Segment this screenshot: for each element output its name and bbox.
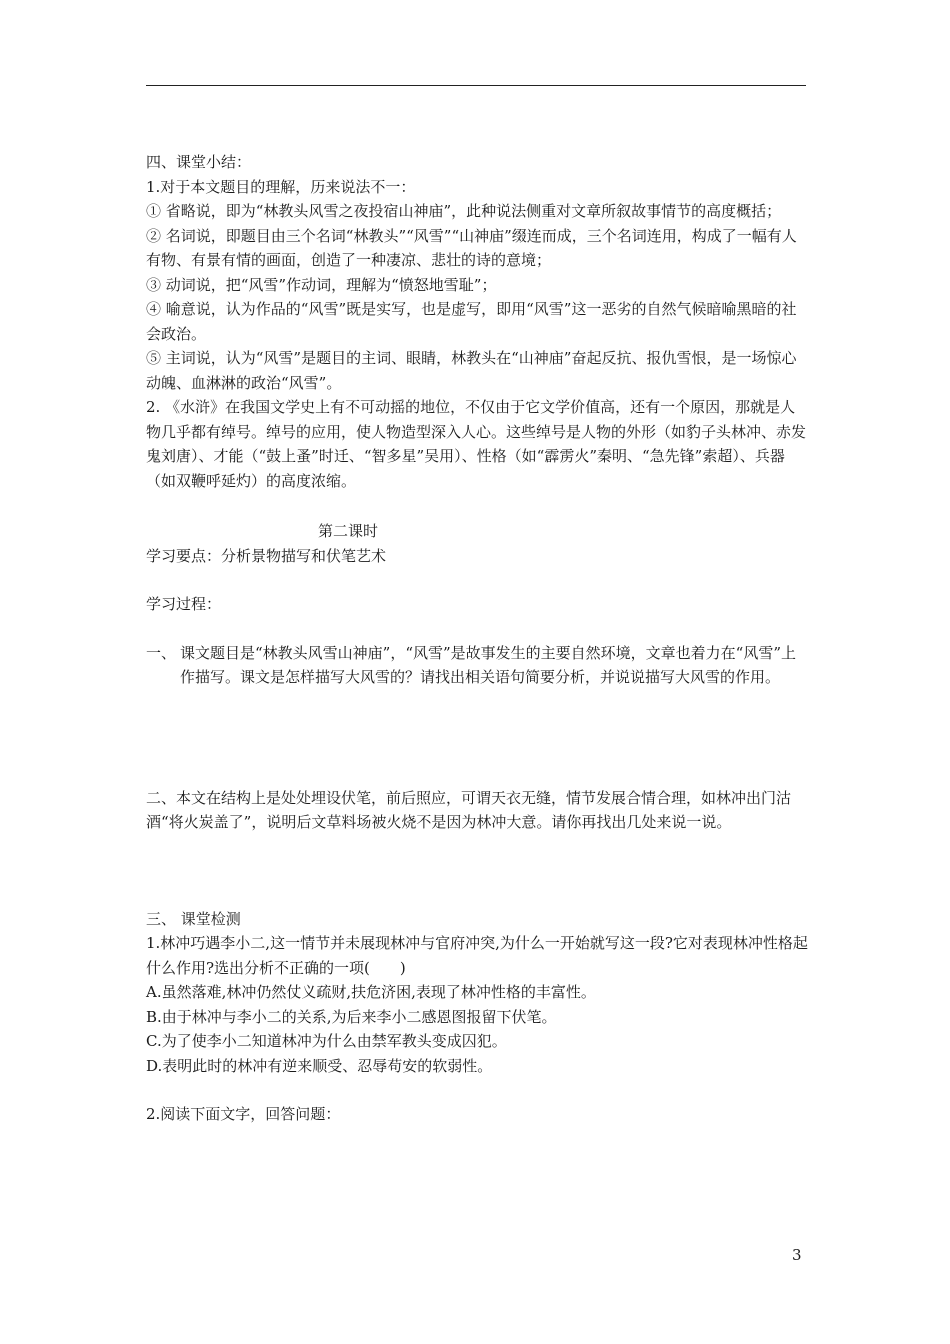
item-2-paragraph: 2. 《水浒》在我国文学史上有不可动摇的地位，不仅由于它文学价值高，还有一个原因，那就是人物几乎都有绰号。绰号的应用，使人物造型深入人心。这些绰号是人物的外形（如豹子头林冲、赤发鬼刘唐）、才能（“鼓上蚤”时迁、“智多星”吴用）、性格（如“霹雳火”秦明、“急先锋”索超）、兵器（如双鞭呼延灼）的高度浓缩。: [146, 398, 807, 490]
lesson-title: 第二课时: [318, 522, 379, 540]
point-3: ③ 动词说，把“风雪”作动词，理解为“愤怒地雪耻”；: [146, 275, 497, 294]
section-heading: 四、课堂小结：: [146, 153, 252, 171]
page-content: [146, 150, 810, 1127]
check-question-1: 1.林冲巧遇李小二,这一情节并未展现林冲与官府冲突,为什么一开始就写这一段?它对表现林冲性格起什么作用?选出分析不正确的一项( ): [146, 934, 808, 977]
option-d: D.表明此时的林冲有逆来顺受、忍辱苟安的软弱性。: [146, 1056, 493, 1075]
point-1: ① 省略说，即为“林教头风雪之夜投宿山神庙”，此种说法侧重对文章所叙故事情节的高度概括；: [146, 202, 782, 220]
question-1: [146, 641, 810, 690]
point-4: ④ 喻意说，认为作品的“风雪”既是实写，也是虚写，即用“风雪”这一恶劣的自然气候暗喻黑暗的社会政治。: [146, 300, 797, 343]
question-1-text: 课文题目是“林教头风雪山神庙”，“风雪”是故事发生的主要自然环境，文章也着力在“风雪”上作描写。课文是怎样描写大风雪的？请找出相关语句简要分析，并说说描写大风雪的作用。: [180, 643, 797, 686]
point-2: ② 名词说，即题目由三个名词“林教头”“风雪”“山神庙”缀连而成，三个名词连用，构成了一幅有人有物、有景有情的画面，创造了一种凄凉、悲壮的诗的意境；: [146, 226, 797, 269]
question-2: 二、本文在结构上是处处埋设伏笔，前后照应，可谓天衣无缝，情节发展合情合理，如林冲出门沽酒“将火炭盖了”，说明后文草料场被火烧不是因为林冲大意。请你再找出几处来说一说。: [146, 788, 792, 831]
item-intro: 1.对于本文题目的理解，历来说法不一：: [146, 177, 416, 196]
point-5: ⑤ 主词说，认为“风雪”是题目的主词、眼睛，林教头在“山神庙”奋起反抗、报仇雪恨，是一场惊心动魄、血淋淋的政治“风雪”。: [146, 349, 797, 392]
process-label: 学习过程：: [146, 595, 222, 613]
question-1-number: 一、: [146, 643, 177, 662]
key-points: 学习要点：分析景物描写和伏笔艺术: [146, 546, 387, 565]
option-a: A.虽然落难,林冲仍然仗义疏财,扶危济困,表现了林冲性格的丰富性。: [146, 983, 596, 1001]
check-question-2: 2.阅读下面文字，回答问题：: [146, 1105, 341, 1123]
check-heading: 三、 课堂检测: [146, 909, 241, 928]
header-rule: [146, 85, 806, 86]
option-c: C.为了使李小二知道林冲为什么由禁军教头变成囚犯。: [146, 1032, 507, 1050]
page-number: 3: [792, 1246, 802, 1264]
option-b: B.由于林冲与李小二的关系,为后来李小二感恩图报留下伏笔。: [146, 1007, 557, 1026]
